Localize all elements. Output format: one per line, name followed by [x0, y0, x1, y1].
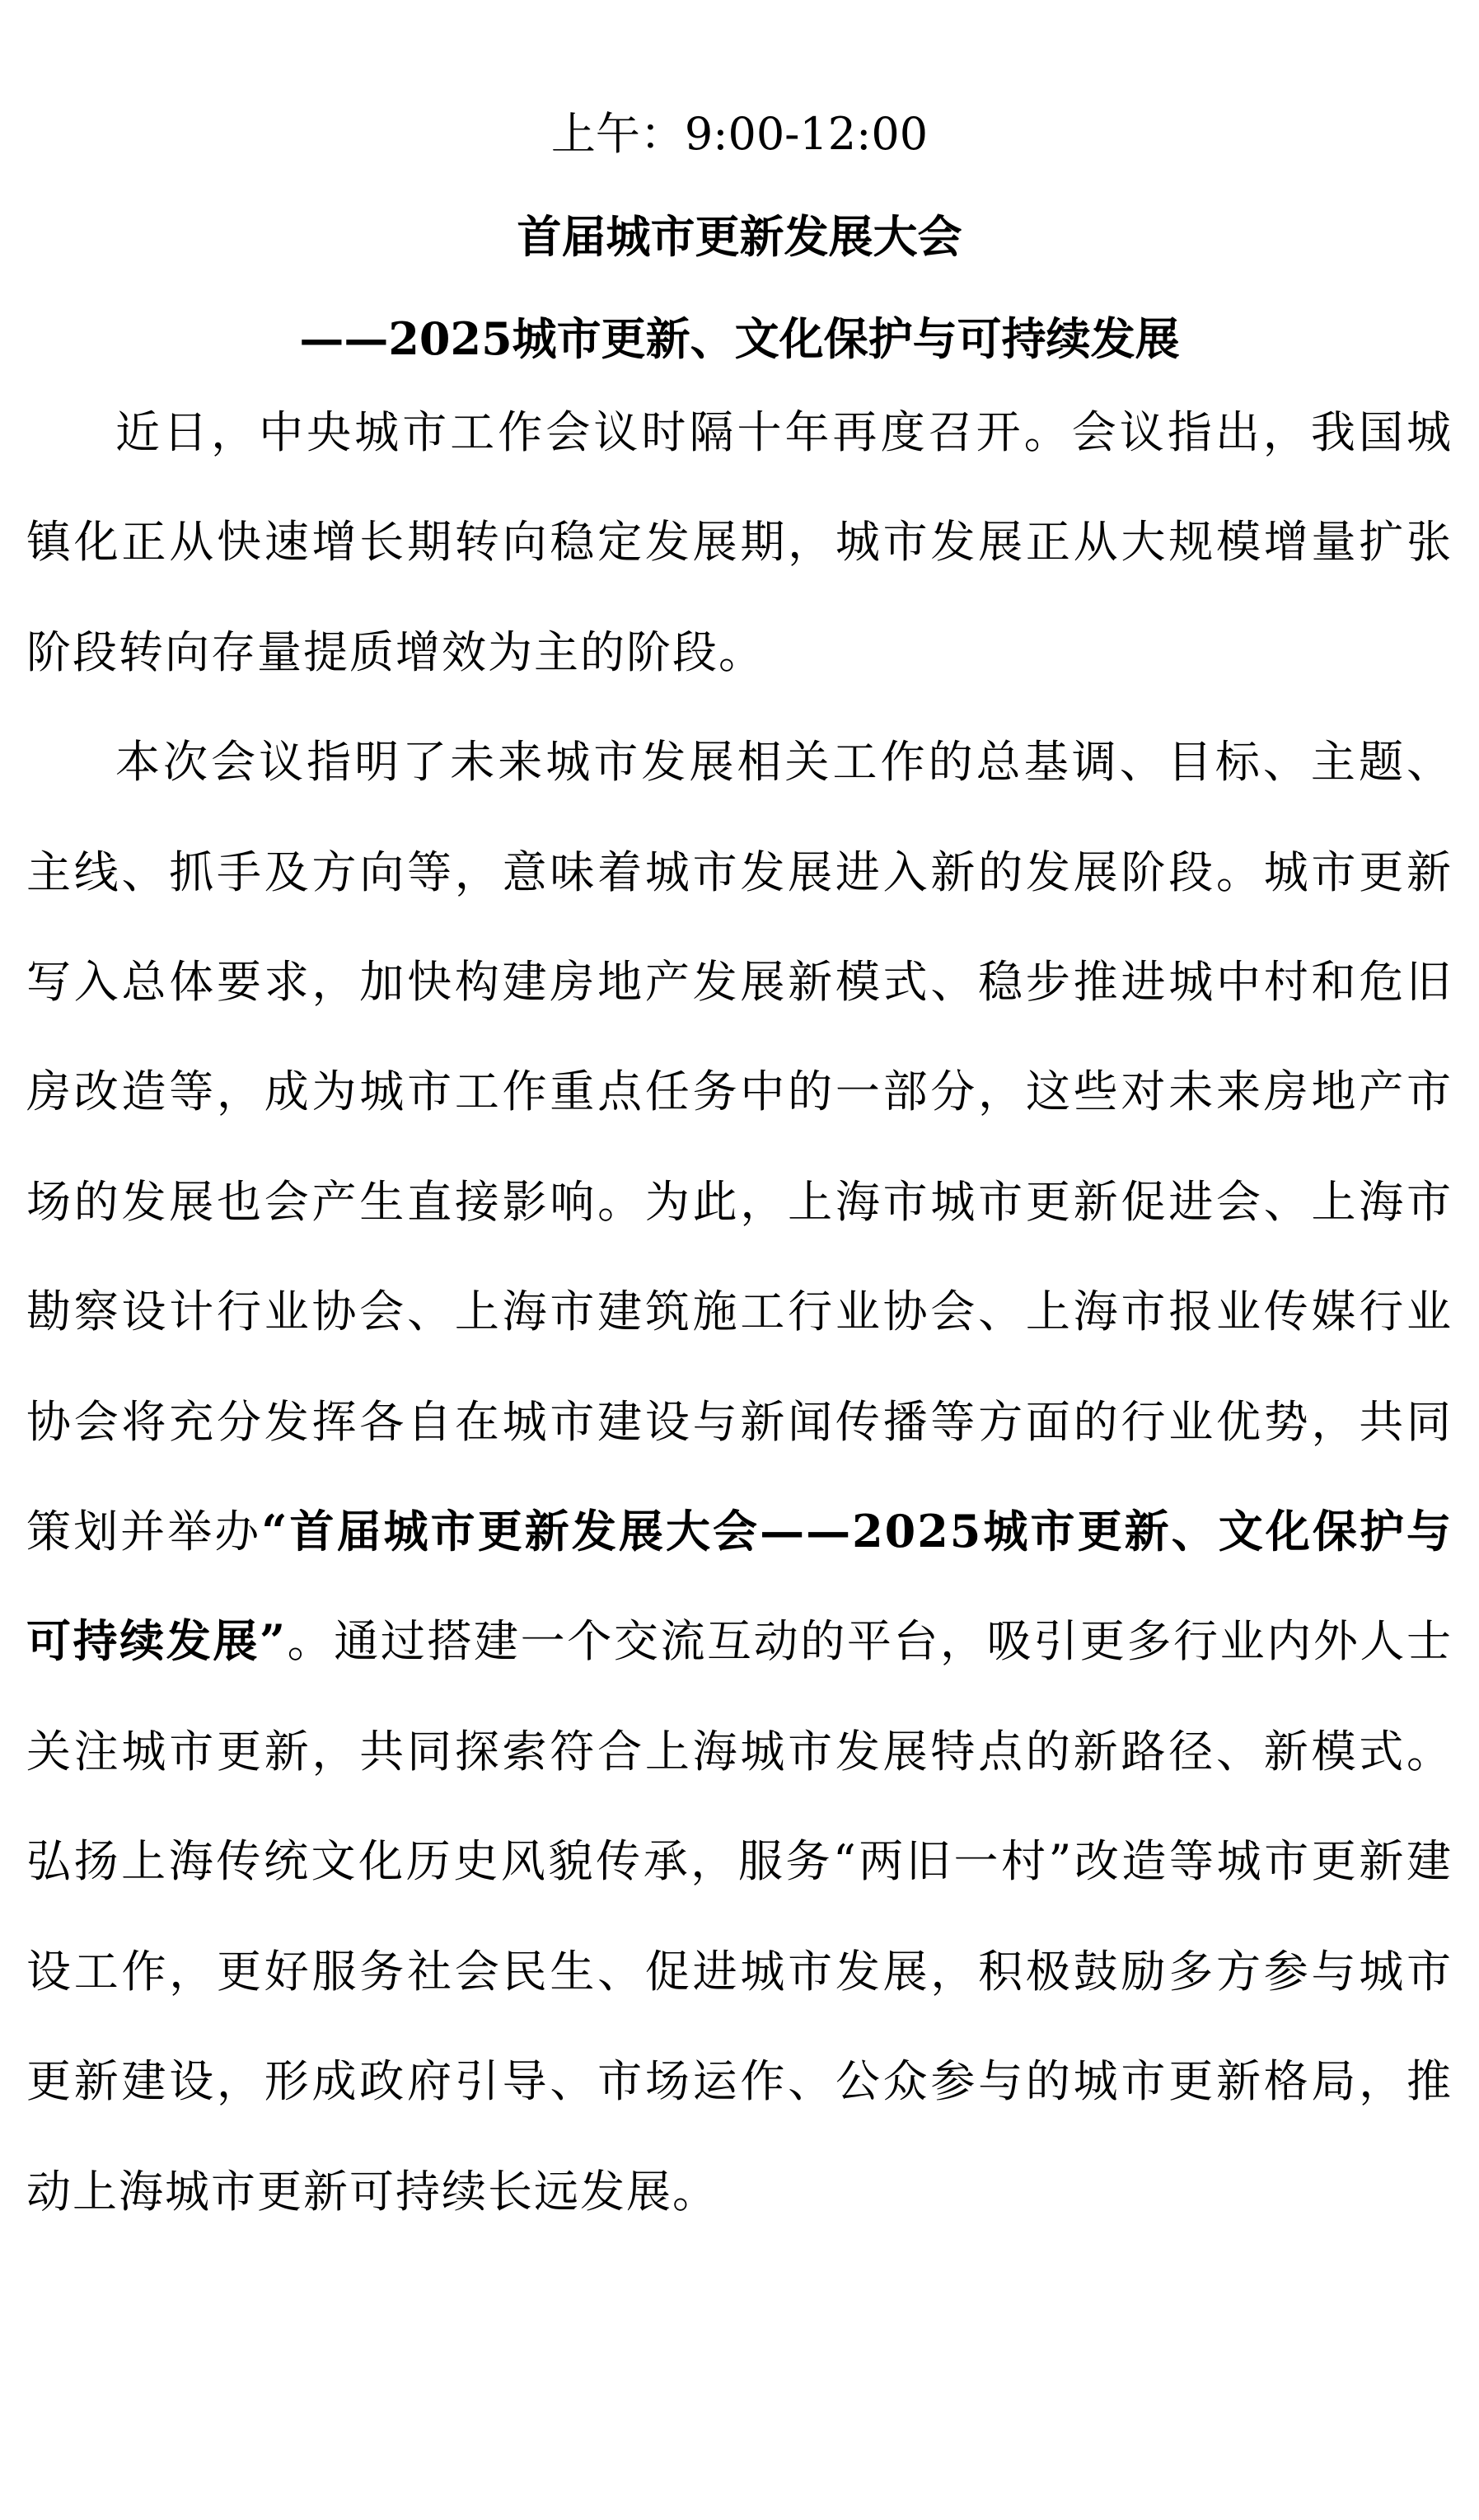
paragraph-main-event-name: “首届城市更新发展大会——2025城市更新、文化保护与可持续发展”: [26, 1505, 1453, 1668]
document-page: [26, 0, 1453, 2520]
paragraph-main-text-after: 。通过搭建一个交流互动的平台，吸引更多行业内外人士关注城市更新，共同探索符合上海城市发展特点的新路径、新模式。弘扬上海传统文化历史风貌传承，服务“两旧一村”改造等城市更新建设工作，更好服务社会民生、促进城市发展，积极鼓励多方参与城市更新建设，形成政府引导、市场运作、公众参与的城市更新格局，推动上海城市更新可持续长远发展。: [26, 1615, 1453, 2218]
event-title: 首届城市更新发展大会: [517, 210, 962, 263]
paragraph-intro: 近日，中央城市工作会议时隔十年再度召开。会议指出，我国城镇化正从快速增长期转向稳定发展期，城市发展正从大规模增量扩张阶段转向存量提质增效为主的阶段。: [26, 406, 1453, 678]
event-subtitle: ——2025城市更新、文化保护与可持续发展: [299, 312, 1180, 365]
paragraph-main: [26, 707, 1453, 2246]
paragraph-main-text-before: 本次会议指明了未来城市发展相关工作的总基调、目标、主题、主线、抓手及方向等，意味着城市发展进入新的发展阶段。城市更新写入总体要求，加快构建房地产发展新模式、稳步推进城中村和危旧房改造等，成为城市工作重点任务中的一部分，这些对未来房地产市场的发展也会产生直接影响。为此，上海市城市更新促进会、上海市勘察设计行业协会、上海市建筑施工行业协会、上海市报业传媒行业协会将充分发挥各自在城市建设与新闻传播等方面的行业优势，共同策划并举办: [26, 736, 1453, 1558]
session-time: 上午：9:00-12:00: [550, 108, 929, 160]
